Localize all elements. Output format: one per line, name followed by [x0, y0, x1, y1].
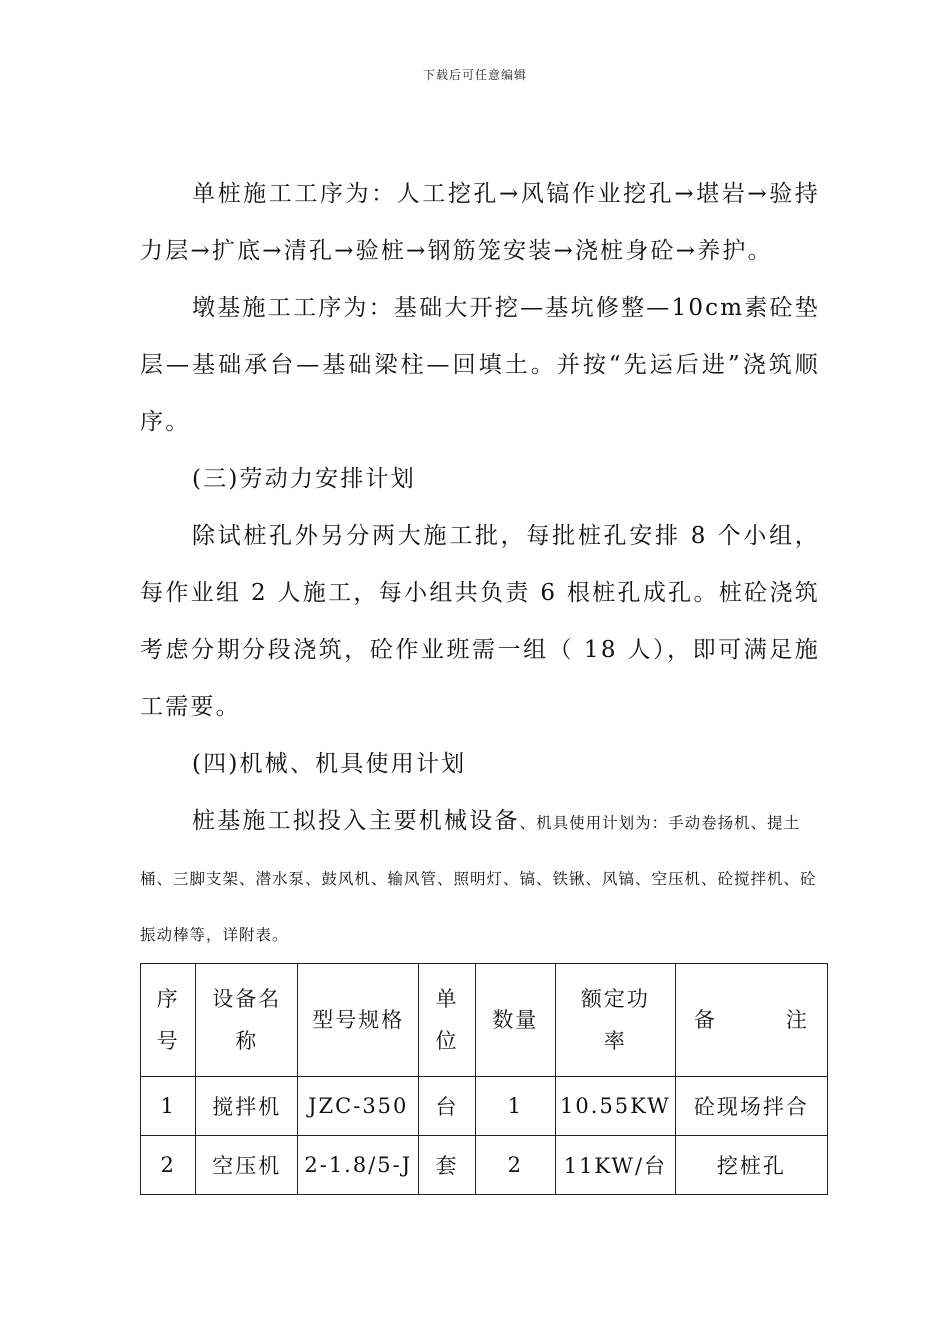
cell-rated-power: 10.55KW [556, 1077, 676, 1136]
header-equipment-name: 设备名 称 [196, 964, 298, 1077]
table-row [141, 1136, 828, 1195]
cell-remarks: 挖桩孔 [675, 1136, 827, 1195]
paragraph-pier-process: 墩基施工工序为：基础大开挖—基坑修整—10cm素砼垫层—基础承台—基础梁柱—回填土。并按“先运后进”浇筑顺序。 [140, 295, 820, 435]
cell-quantity: 1 [475, 1077, 555, 1136]
section-heading-labor-plan: (三)劳动力安排计划 [192, 466, 416, 492]
paragraph-equipment-intro [140, 793, 820, 963]
section-heading-machinery-plan: (四)机械、机具使用计划 [192, 751, 467, 777]
equipment-intro-rest: 、机具使用计划为：手动卷扬机、提土桶、三脚支架、潜水泵、鼓风机、输风管、照明灯、镐、铁锹、风镐、空压机、砼搅拌机、砼振动棒等，详附表。 [140, 814, 817, 944]
header-index: 序 号 [141, 964, 196, 1077]
table-header-row [141, 964, 828, 1077]
cell-model: 2-1.8/5-J [298, 1136, 419, 1195]
cell-rated-power: 11KW/台 [556, 1136, 676, 1195]
cell-equipment-name: 空压机 [196, 1136, 298, 1195]
cell-unit: 套 [419, 1136, 475, 1195]
cell-unit: 台 [419, 1077, 475, 1136]
header-quantity: 数量 [475, 964, 555, 1077]
cell-equipment-name: 搅拌机 [196, 1077, 298, 1136]
cell-remarks: 砼现场拌合 [675, 1077, 827, 1136]
header-model: 型号规格 [298, 964, 419, 1077]
cell-index: 1 [141, 1077, 196, 1136]
cell-index: 2 [141, 1136, 196, 1195]
paragraph-labor-plan: 除试桩孔外另分两大施工批，每批桩孔安排 8 个小组，每作业组 2 人施工，每小组共负责 6 根桩孔成孔。桩砼浇筑考虑分期分段浇筑，砼作业班需一组（ 18 人），即可满足施工需要。 [140, 523, 820, 720]
cell-quantity: 2 [475, 1136, 555, 1195]
table-row [141, 1077, 828, 1136]
cell-model: JZC-350 [298, 1077, 419, 1136]
equipment-table [140, 963, 828, 1195]
document-body [140, 166, 820, 963]
paragraph-single-pile-process: 单桩施工工序为：人工挖孔→风镐作业挖孔→堪岩→验持力层→扩底→清孔→验桩→钢筋笼安装→浇桩身砼→养护。 [140, 181, 820, 264]
header-remarks: 备 注 [675, 964, 827, 1077]
header-unit: 单 位 [419, 964, 475, 1077]
header-rated-power: 额定功 率 [556, 964, 676, 1077]
page-header-watermark: 下载后可任意编辑 [422, 68, 527, 82]
equipment-intro-lead: 桩基施工拟投入主要机械设备 [192, 808, 520, 834]
